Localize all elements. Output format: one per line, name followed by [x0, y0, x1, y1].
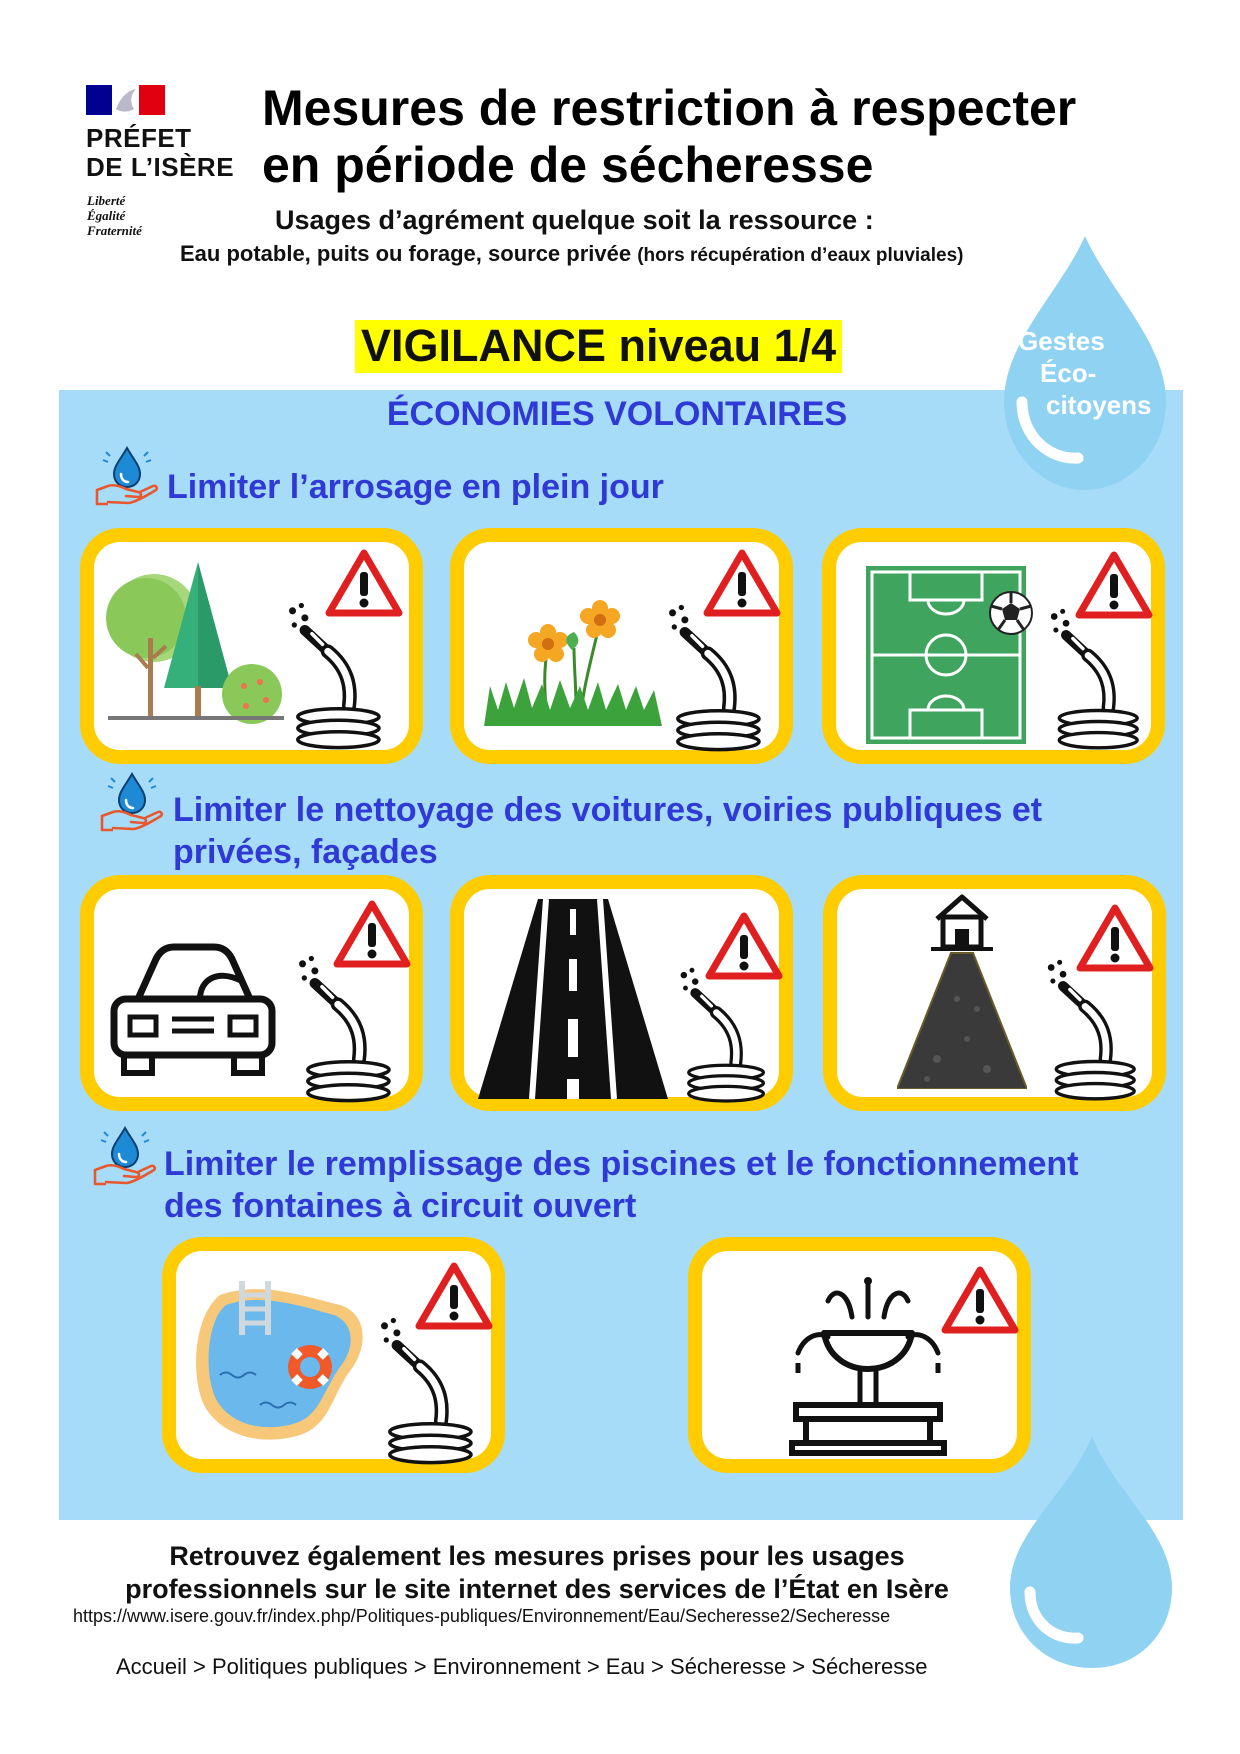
section-label-cleaning-line1: Limiter le nettoyage des voitures, voiries publiques et [173, 791, 1043, 829]
badge-line1: Gestes [1018, 326, 1105, 356]
warning-icon [940, 1265, 1020, 1335]
garden-hose-icon [294, 955, 394, 1105]
footer-line2: professionnels sur le site internet des services de l’État en Isère [125, 1574, 949, 1604]
trees-icon [106, 558, 286, 728]
flowers-icon [484, 586, 664, 726]
footer-line1: Retrouvez également les mesures prises pour les usages [169, 1541, 905, 1571]
fountain-icon [788, 1277, 948, 1457]
section-label-watering: Limiter l’arrosage en plein jour [167, 468, 664, 506]
hand-water-drop-icon [94, 446, 160, 506]
section-label-pools-line2: des fontaines à circuit ouvert [164, 1187, 637, 1225]
card-cleaning-road [450, 875, 793, 1111]
badge-line3: citoyens [1046, 390, 1152, 420]
breadcrumb: Accueil > Politiques publiques > Environnement > Eau > Sécheresse > Sécheresse [116, 1654, 928, 1679]
subtitle-resources-main: Eau potable, puits ou forage, source privée [180, 241, 632, 266]
section-label-pools-line1: Limiter le remplissage des piscines et le fonctionnement [164, 1145, 1079, 1183]
page-title [262, 80, 1076, 194]
vigilance-level-badge: VIGILANCE niveau 1/4 [355, 320, 842, 373]
card-watering-flowers [450, 528, 793, 764]
garden-hose-icon [664, 604, 764, 754]
card-cleaning-facade [823, 875, 1166, 1111]
hand-water-drop-icon [92, 1126, 158, 1186]
card-fountain [688, 1237, 1031, 1473]
footer-url-link[interactable]: https://www.isere.gouv.fr/index.php/Politiques-publiques/Environnement/Eau/Secheresse2/Secheresse [73, 1606, 891, 1626]
logo-name-line1: PRÉFET [86, 123, 192, 153]
title-line2: en période de sécheresse [262, 137, 874, 193]
section-label-cleaning [173, 789, 1042, 873]
motto-liberte: Liberté [87, 193, 126, 208]
house-driveway-icon [897, 889, 1027, 1089]
garden-hose-icon [1043, 959, 1139, 1103]
card-pool-filling [162, 1237, 505, 1473]
section-label-pools [164, 1143, 1079, 1227]
garden-hose-icon [1046, 608, 1142, 752]
prefet-logo-name [86, 124, 234, 182]
garden-hose-icon [676, 967, 768, 1105]
hand-water-drop-icon [99, 772, 165, 832]
card-watering-trees [80, 528, 423, 764]
garden-hose-icon [284, 602, 384, 752]
section-heading-text: ÉCONOMIES VOLONTAIRES [386, 395, 848, 433]
motto-fraternite: Fraternité [87, 223, 142, 238]
footer-text [0, 1540, 1240, 1606]
logo-name-line2: DE L’ISÈRE [86, 152, 235, 182]
pool-icon [190, 1275, 370, 1445]
badge-line2: Éco- [1040, 358, 1097, 388]
subtitle-resources-note: (hors récupération d’eaux pluviales) [637, 245, 964, 266]
football-icon [988, 590, 1034, 636]
road-icon [478, 899, 668, 1099]
section-heading [0, 395, 1240, 434]
section-label-cleaning-line2: privées, façades [173, 833, 438, 871]
card-watering-football-pitch [822, 528, 1165, 764]
motto-egalite: Égalité [87, 208, 126, 223]
car-icon [108, 939, 278, 1079]
card-cleaning-car [80, 875, 423, 1111]
title-line1: Mesures de restriction à respecter [262, 80, 1077, 136]
subtitle: Usages d’agrément quelque soit la ressource : [275, 205, 874, 235]
garden-hose-icon [376, 1317, 476, 1467]
subtitle-resources [180, 241, 964, 267]
republic-motto [87, 193, 142, 238]
marianne-logo [86, 85, 165, 115]
